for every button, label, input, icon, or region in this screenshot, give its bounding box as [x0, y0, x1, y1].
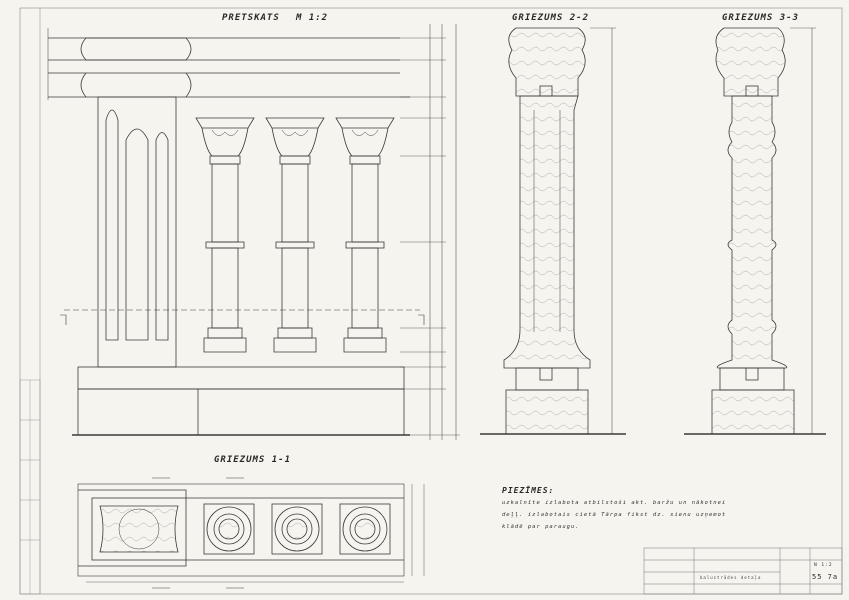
- notes-line-2: deļļ. izlabotais cietā Tārpa fikst dz. sienu uzņemot: [502, 512, 727, 518]
- drawing-name: balustrādes detaļa: [700, 575, 762, 580]
- sheet-code: N 1:2: [814, 563, 833, 568]
- notes-line-1: uzkalnīte izlabota atbilstoši akt. baržu un nākotnei: [502, 500, 727, 506]
- section-3-3-title: GRIEZUMS 3-3: [722, 13, 800, 23]
- baluster-plan-2: [272, 504, 322, 554]
- baluster-1: [196, 118, 254, 352]
- section-3-3: [684, 28, 826, 434]
- notes-line-3: klādē par paraugu.: [502, 524, 580, 530]
- elevation-scale: M 1:2: [296, 13, 329, 23]
- approval-stamp: [20, 380, 40, 594]
- elevation-title: PRETSKATS: [222, 13, 280, 23]
- elevation-view: [48, 24, 460, 440]
- section-1-1: [78, 478, 424, 588]
- section-1-1-title: GRIEZUMS 1-1: [214, 455, 292, 465]
- section-2-2: [480, 28, 626, 434]
- notes-heading: PIEZĪMES:: [502, 486, 555, 495]
- baluster-plan-3: [340, 504, 390, 554]
- sheet-number: 55 7a: [812, 573, 839, 581]
- section-2-2-title: GRIEZUMS 2-2: [512, 13, 590, 23]
- baluster-plan-1: [204, 504, 254, 554]
- title-block: [644, 548, 842, 594]
